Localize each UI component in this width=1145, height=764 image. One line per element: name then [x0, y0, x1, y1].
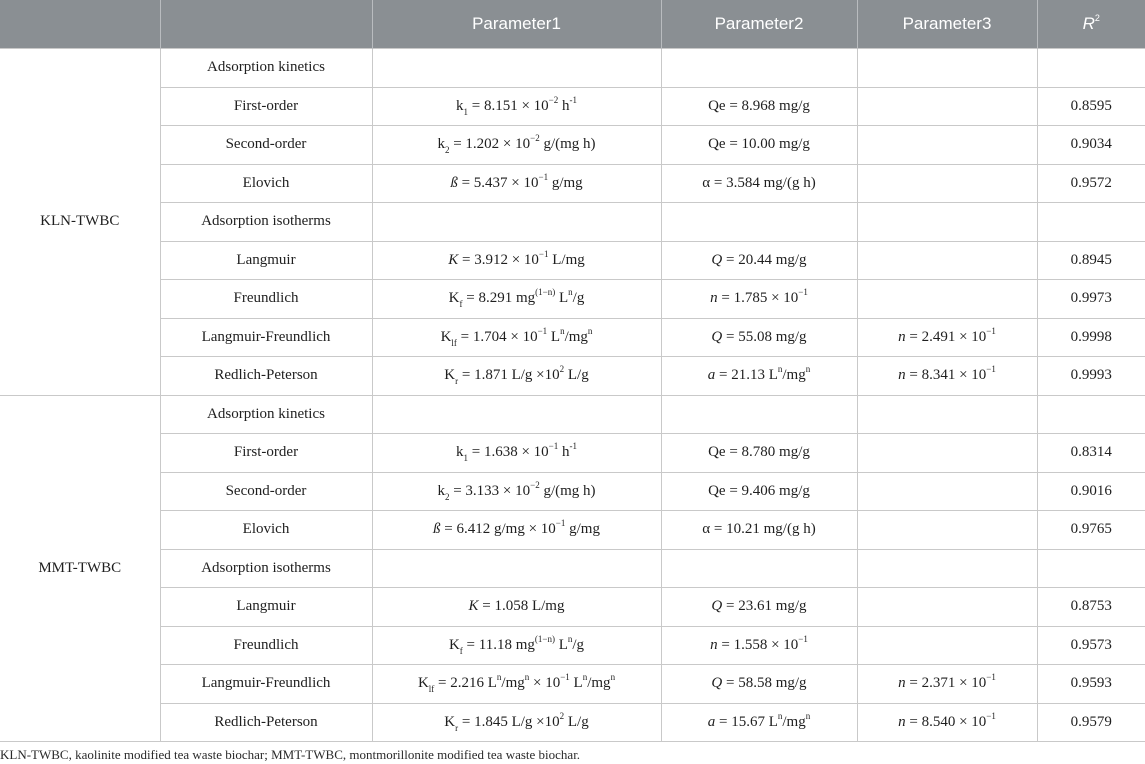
table-row [0, 280, 1145, 319]
header-model [160, 0, 372, 49]
model-name: Langmuir [160, 588, 372, 627]
parameter2-cell: Q = 23.61 mg/g [661, 588, 857, 627]
parameter3-cell: $n = 2.371 \times 10^{-1}$ [857, 665, 1037, 704]
group-label-kln: KLN-TWBC [0, 49, 160, 396]
parameter1-cell: K = 1.058 L/mg [372, 588, 661, 627]
header-parameter3: Parameter3 [857, 0, 1037, 49]
header-r2: $R^2$ [1037, 0, 1145, 49]
r2-value: 0.9593 [1037, 665, 1145, 704]
r2-value: 0.9973 [1037, 280, 1145, 319]
parameter1-cell: $K_{lf} = 2.216$ $L^n/mg^n \times 10^{-1}$ $L^n/mg^n$ [372, 665, 661, 704]
parameter2-cell: Q = 55.08 mg/g [661, 318, 857, 357]
parameter3-cell [857, 472, 1037, 511]
parameter2-cell: $n = 1.785 \times 10^{-1}$ [661, 280, 857, 319]
parameter2-cell: Q = 20.44 mg/g [661, 241, 857, 280]
r2-value: 0.9765 [1037, 511, 1145, 550]
parameter3-cell [857, 164, 1037, 203]
parameter1-cell: $K_f = 8.291$ $mg^{(1-n)}$ $L^n/g$ [372, 280, 661, 319]
parameter2-cell: Qe = 8.968 mg/g [661, 87, 857, 126]
r2-value: 0.9572 [1037, 164, 1145, 203]
table-row [0, 588, 1145, 627]
parameter3-cell [857, 280, 1037, 319]
r2-value: 0.9016 [1037, 472, 1145, 511]
table-row [0, 126, 1145, 165]
model-name: Redlich-Peterson [160, 703, 372, 742]
parameter2-cell: $n = 1.558 \times 10^{-1}$ [661, 626, 857, 665]
table-footnote: KLN-TWBC, kaolinite modified tea waste biochar; MMT-TWBC, montmorillonite modified tea waste biochar. [0, 747, 581, 762]
model-name: Second-order [160, 472, 372, 511]
parameter1-cell: $k_1 = 1.638 \times 10^{-1}$ $h^{-1}$ [372, 434, 661, 473]
parameter3-cell: $n = 8.540 \times 10^{-1}$ [857, 703, 1037, 742]
section-label: Adsorption kinetics [160, 49, 372, 88]
table-row [0, 665, 1145, 704]
parameter3-cell: $n = 8.341 \times 10^{-1}$ [857, 357, 1037, 396]
parameter1-cell: ß = $5.437 \times 10^{-1}$ g/mg [372, 164, 661, 203]
table-row [0, 164, 1145, 203]
table-row [0, 241, 1145, 280]
table-row [0, 549, 1145, 588]
parameter1-cell: $K_r = 1.845$ $L/g \times 10^2$ L/g [372, 703, 661, 742]
table-row [0, 434, 1145, 473]
r2-value: 0.9579 [1037, 703, 1145, 742]
table-row [0, 87, 1145, 126]
parameter3-cell [857, 87, 1037, 126]
model-name: Langmuir-Freundlich [160, 318, 372, 357]
model-name: Langmuir [160, 241, 372, 280]
parameter1-cell: $k_2 = 3.133 \times 10^{-2}$ g/(mg h) [372, 472, 661, 511]
parameter3-cell [857, 434, 1037, 473]
r2-value: 0.8595 [1037, 87, 1145, 126]
parameter2-cell: α = 10.21 mg/(g h) [661, 511, 857, 550]
r2-value: 0.8753 [1037, 588, 1145, 627]
parameter3-cell [857, 626, 1037, 665]
header-parameter1: Parameter1 [372, 0, 661, 49]
model-name: Freundlich [160, 280, 372, 319]
r2-value: 0.9034 [1037, 126, 1145, 165]
table-row [0, 703, 1145, 742]
parameter2-cell: α = 3.584 mg/(g h) [661, 164, 857, 203]
parameter1-cell: $k_1 = 8.151 \times 10^{-2}$ $h^{-1}$ [372, 87, 661, 126]
parameter3-cell [857, 588, 1037, 627]
parameter1-cell: $K_r = 1.871$ $L/g \times 10^2$ L/g [372, 357, 661, 396]
table-row [0, 511, 1145, 550]
table-row [0, 203, 1145, 242]
model-name: Elovich [160, 164, 372, 203]
table-row [0, 49, 1145, 88]
model-name: First-order [160, 87, 372, 126]
header-parameter2: Parameter2 [661, 0, 857, 49]
parameter1-cell: $K_{lf} = 1.704 \times 10^{-1}$ $L^n/mg^n$ [372, 318, 661, 357]
section-label: Adsorption isotherms [160, 549, 372, 588]
model-name: Freundlich [160, 626, 372, 665]
r2-value: 0.8314 [1037, 434, 1145, 473]
group-label-mmt: MMT-TWBC [0, 395, 160, 742]
table-row [0, 626, 1145, 665]
section-label: Adsorption kinetics [160, 395, 372, 434]
parameter2-cell: Qe = 10.00 mg/g [661, 126, 857, 165]
parameter1-cell: $K = 3.912 \times 10^{-1}$ L/mg [372, 241, 661, 280]
parameter3-cell [857, 511, 1037, 550]
section-label: Adsorption isotherms [160, 203, 372, 242]
table-row [0, 318, 1145, 357]
parameter2-cell: Qe = 8.780 mg/g [661, 434, 857, 473]
parameter1-cell: $k_2 = 1.202 \times 10^{-2}$ g/(mg h) [372, 126, 661, 165]
model-name: Redlich-Peterson [160, 357, 372, 396]
model-name: Langmuir-Freundlich [160, 665, 372, 704]
header-group [0, 0, 160, 49]
parameter2-cell: a = 21.13 $L^n/mg^n$ [661, 357, 857, 396]
r2-value: 0.9573 [1037, 626, 1145, 665]
parameter2-cell: Q = 58.58 mg/g [661, 665, 857, 704]
parameter3-cell: $n = 2.491 \times 10^{-1}$ [857, 318, 1037, 357]
header-row [0, 0, 1145, 49]
parameter2-cell: a = 15.67 $L^n/mg^n$ [661, 703, 857, 742]
model-name: Elovich [160, 511, 372, 550]
parameter1-cell: ß = 6.412 $g/mg \times 10^{-1}$ g/mg [372, 511, 661, 550]
r2-value: 0.9993 [1037, 357, 1145, 396]
parameter1-cell: $K_f = 11.18$ $mg^{(1-n)}$ $L^n/g$ [372, 626, 661, 665]
model-name: Second-order [160, 126, 372, 165]
r2-value: 0.9998 [1037, 318, 1145, 357]
model-name: First-order [160, 434, 372, 473]
r2-value: 0.8945 [1037, 241, 1145, 280]
parameter3-cell [857, 126, 1037, 165]
table-row [0, 472, 1145, 511]
table-row [0, 395, 1145, 434]
table-row [0, 357, 1145, 396]
parameter2-cell: Qe = 9.406 mg/g [661, 472, 857, 511]
parameter3-cell [857, 241, 1037, 280]
